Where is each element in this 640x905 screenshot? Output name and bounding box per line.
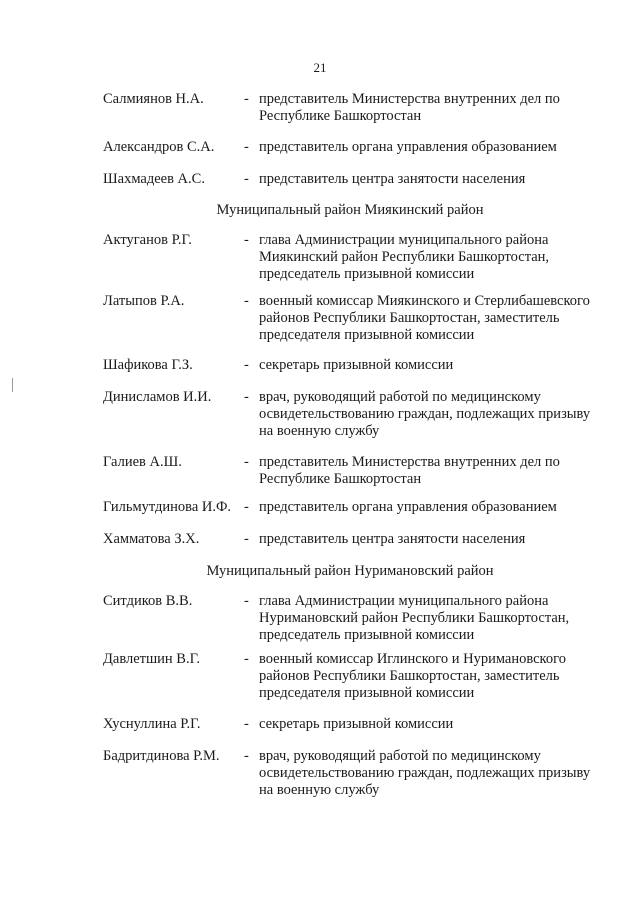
member-name: Галиев А.Ш. xyxy=(103,454,182,470)
dash-separator: - xyxy=(244,593,249,609)
dash-separator: - xyxy=(244,357,249,373)
member-role: представитель Министерства внутренних дел по Республике Башкортостан xyxy=(259,91,560,124)
member-name: Хуснуллина Р.Г. xyxy=(103,716,201,732)
member-role: представитель органа управления образованием xyxy=(259,499,557,515)
member-role: врач, руководящий работой по медицинскому освидетельствованию граждан, подлежащих призыву на военную службу xyxy=(259,389,591,439)
dash-separator: - xyxy=(244,389,249,405)
member-role: представитель центра занятости населения xyxy=(259,171,526,187)
member-role: глава Администрации муниципального района Миякинский район Республики Башкортостан, председатель призывной комиссии xyxy=(259,232,550,282)
dash-separator: - xyxy=(244,748,249,764)
dash-separator: - xyxy=(244,716,249,732)
member-name: Актуганов Р.Г. xyxy=(103,232,192,248)
dash-separator: - xyxy=(244,91,249,107)
dash-separator: - xyxy=(244,531,249,547)
section-title: Муниципальный район Нуримановский район xyxy=(206,563,494,579)
page-number: 21 xyxy=(313,60,327,75)
dash-separator: - xyxy=(244,499,249,515)
member-role: секретарь призывной комиссии xyxy=(259,716,454,732)
member-role: представитель органа управления образованием xyxy=(259,139,557,155)
member-role: военный комиссар Иглинского и Нуримановского районов Республики Башкортостан, заместитель председателя призывной комиссии xyxy=(259,651,566,701)
dash-separator: - xyxy=(244,139,249,155)
dash-separator: - xyxy=(244,454,249,470)
dash-separator: - xyxy=(244,171,249,187)
member-role: военный комиссар Миякинского и Стерлибашевского районов Республики Башкортостан, заместитель председателя призывной комиссии xyxy=(259,293,590,343)
member-role: секретарь призывной комиссии xyxy=(259,357,454,373)
member-role: представитель центра занятости населения xyxy=(259,531,526,547)
margin-mark xyxy=(12,378,13,392)
member-name: Салмиянов Н.А. xyxy=(103,91,204,107)
dash-separator: - xyxy=(244,293,249,309)
member-name: Ситдиков В.В. xyxy=(103,593,193,609)
member-role: врач, руководящий работой по медицинскому освидетельствованию граждан, подлежащих призыву на военную службу xyxy=(259,748,591,798)
dash-separator: - xyxy=(244,651,249,667)
section-title: Муниципальный район Миякинский район xyxy=(216,202,484,218)
dash-separator: - xyxy=(244,232,249,248)
member-name: Латыпов Р.А. xyxy=(103,293,185,309)
member-name: Динисламов И.И. xyxy=(103,389,212,405)
member-name: Гильмутдинова И.Ф. xyxy=(103,499,232,515)
member-name: Хамматова З.Х. xyxy=(103,531,200,547)
member-name: Шафикова Г.З. xyxy=(103,357,193,373)
member-name: Бадритдинова Р.М. xyxy=(103,748,220,764)
member-role: представитель Министерства внутренних дел по Республике Башкортостан xyxy=(259,454,560,487)
member-name: Шахмадеев А.С. xyxy=(103,171,205,187)
member-name: Александров С.А. xyxy=(103,139,215,155)
member-role: глава Администрации муниципального района Нуримановский район Республики Башкортостан, председатель призывной комиссии xyxy=(259,593,570,643)
member-name: Давлетшин В.Г. xyxy=(103,651,200,667)
